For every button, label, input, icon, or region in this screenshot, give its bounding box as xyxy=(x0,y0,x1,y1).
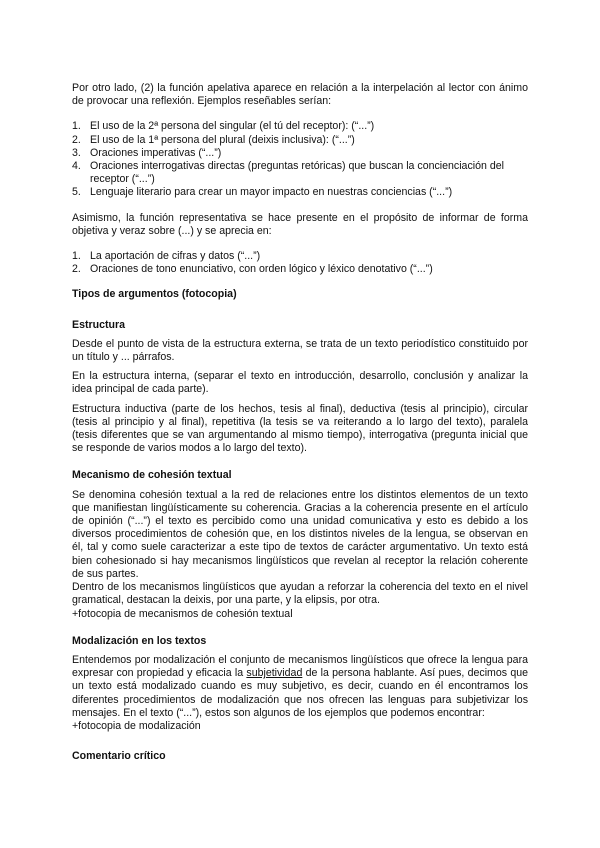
list-item-text: El uso de la 1ª persona del plural (deixis inclusiva): (“...”) xyxy=(90,133,355,146)
list-item-text: Oraciones imperativas (“...”) xyxy=(90,146,222,159)
comentario-heading: Comentario crítico xyxy=(72,750,166,763)
representativa-paragraph: Asimismo, la función representativa se hace presente en el propósito de informar de forma objetiva y veraz sobre (...) y se aprecia en: xyxy=(72,211,528,237)
cohesion-heading: Mecanismo de cohesión textual xyxy=(72,469,232,482)
list-item-text: La aportación de cifras y datos (“...”) xyxy=(90,250,261,263)
list-item xyxy=(72,160,528,186)
cohesion-paragraph-1: Se denomina cohesión textual a la red de relaciones entre los distintos elementos de un texto que manifiestan lingüísticamente su coherencia. Gracias a la coherencia presente en el artículo de opinión (“...”) el texto es percibido como una unidad comunicativa y esto es debido a los diversos procedimientos de cohesión que, en los distintos niveles de la lengua, se observan en él, tal y como suele caracterizar a este tipo de textos de carácter argumentativo. Un texto está bien cohesionado si hay mecanismos lingüísticos que revelan al receptor la relación coherente de sus partes. xyxy=(72,488,528,580)
cohesion-note: +fotocopia de mecanismos de cohesión textual xyxy=(72,607,293,620)
apelativa-list xyxy=(72,120,528,199)
list-number: 2. xyxy=(72,263,81,276)
list-item-text: El uso de la 2ª persona del singular (el tú del receptor): (“...”) xyxy=(90,120,375,133)
cohesion-paragraph-2: Dentro de los mecanismos lingüísticos que ayudan a reforzar la coherencia del texto en el nivel gramatical, destacan la deixis, por una parte, y la elipsis, por otra. xyxy=(72,581,528,607)
list-item-text: Lenguaje literario para crear un mayor impacto en nuestras conciencias (“...”) xyxy=(90,186,453,199)
subjetividad-underlined: subjetividad xyxy=(246,667,303,680)
list-number: 3. xyxy=(72,146,81,159)
list-number: 1. xyxy=(72,250,81,263)
list-item-text: Oraciones interrogativas directas (preguntas retóricas) que buscan la concienciación del receptor (“...”) xyxy=(90,160,504,186)
list-item xyxy=(72,263,528,276)
representativa-list xyxy=(72,250,528,276)
modalizacion-heading: Modalización en los textos xyxy=(72,634,207,647)
modalizacion-text-end: de la persona hablante. Así pues, decimos que un texto está modalizado cuando es muy subjetivo, es decir, cuando en él encontramos los diferentes procedimientos de modalización que nos ofrecen las lenguas para subjetivizar los mensajes. En el texto (“...”), estos son algunos de los ejemplos que podemos encontrar: xyxy=(72,667,528,719)
modalizacion-text-start: Entendemos por modalización el conjunto de mecanismos lingüísticos que ofrece la lengua para expresar con propiedad y eficacia la xyxy=(72,653,528,680)
estructura-paragraph-3: Estructura inductiva (parte de los hechos, tesis al final), deductiva (tesis al principio), circular (tesis al principio y al final), repetitiva (la tesis se va reiterando a lo largo del texto), paralela (tesis diferentes que se van argumentando al mismo tiempo), interrogativa (pregunta inicial que se responde de varios modos a lo largo del texto). xyxy=(72,402,528,455)
tipos-heading: Tipos de argumentos (fotocopia) xyxy=(72,288,237,301)
estructura-paragraph-1: Desde el punto de vista de la estructura externa, se trata de un texto periodístico constituido por un título y ... párrafos. xyxy=(72,337,528,364)
list-item xyxy=(72,186,528,199)
estructura-paragraph-2: En la estructura interna, (separar el texto en introducción, desarrollo, conclusión y analizar la idea principal de cada parte). xyxy=(72,370,528,396)
list-number: 1. xyxy=(72,120,81,133)
list-item-text: Oraciones de tono enunciativo, con orden lógico y léxico denotativo (“...”) xyxy=(90,263,433,276)
modalizacion-paragraph xyxy=(72,654,528,720)
list-item xyxy=(72,250,528,263)
estructura-heading: Estructura xyxy=(72,318,125,331)
list-item xyxy=(72,147,528,160)
list-item xyxy=(72,134,528,147)
list-number: 2. xyxy=(72,133,81,146)
modalizacion-note: +fotocopia de modalización xyxy=(72,719,201,732)
document-page xyxy=(72,82,528,763)
list-number: 4. xyxy=(72,160,81,173)
list-number: 5. xyxy=(72,186,81,199)
list-item xyxy=(72,120,528,133)
apelativa-paragraph: Por otro lado, (2) la función apelativa aparece en relación a la interpelación al lector con ánimo de provocar una reflexión. Ejemplos reseñables serían: xyxy=(72,82,528,108)
